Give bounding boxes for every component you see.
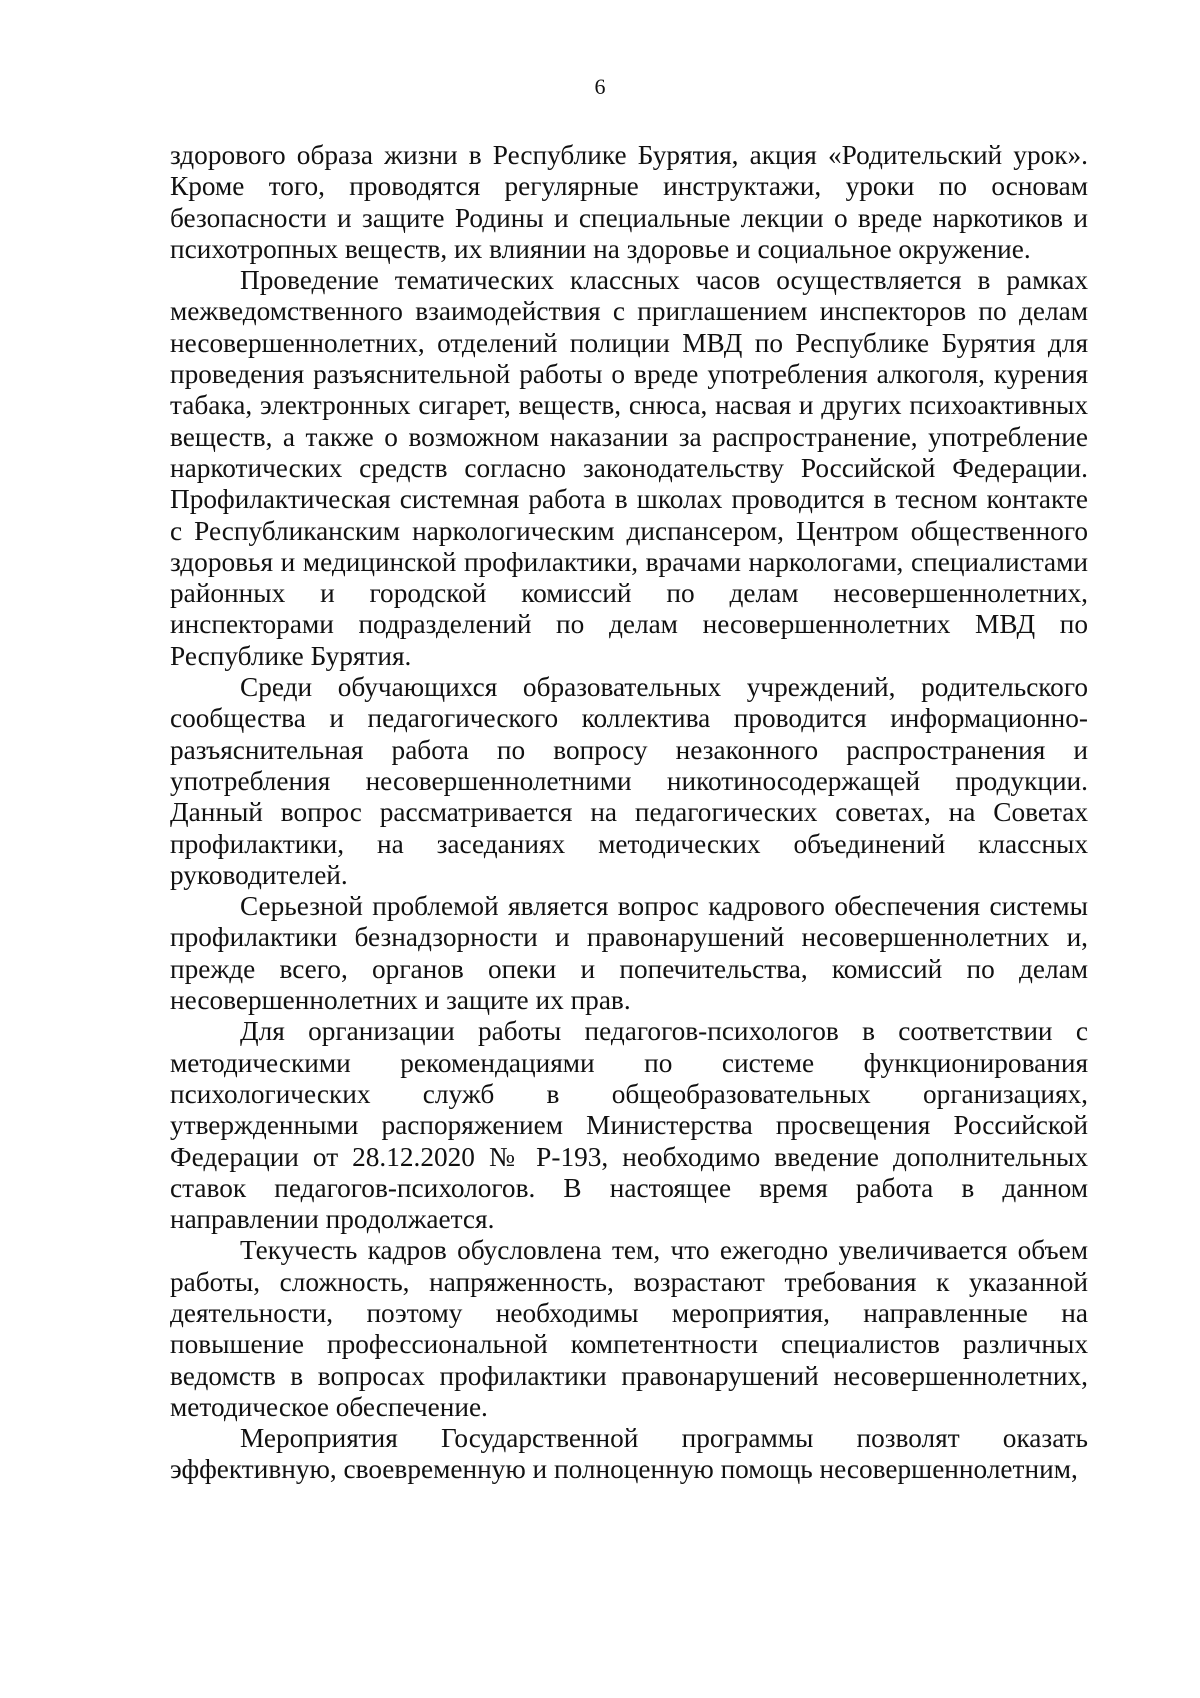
paragraph-thematic-class-hours: Проведение тематических классных часов осуществляется в рамках межведомственного взаимодействия с приглашением инспекторов по делам несовершеннолетних, отделений полиции МВД по Республике Бурятия для проведения разъяснительной работы о вреде употребления алкоголя, курения табака, электронных сигарет, веществ, снюса, насвая и других психоактивных веществ, а также о возможном наказании за распространение, употребление наркотических средств согласно законодательству Российской Федерации. Профилактическая системная работа в школах проводится в тесном контакте с Республиканским наркологическим диспансером, Центром общественного здоровья и медицинской профилактики, врачами наркологами, специалистами районных и городской комиссий по делам несовершеннолетних, инспекторами подразделений по делам несовершеннолетних МВД по Республике Бурятия.	[170, 265, 1088, 671]
paragraph-psychologists: Для организации работы педагогов-психологов в соответствии с методическими рекомендациями по системе функционирования психологических служб в общеобразовательных организациях, утвержденными распоряжением Министерства просвещения Российской Федерации от 28.12.2020 № Р-193, необходимо введение дополнительных ставок педагогов-психологов. В настоящее время работа в данном направлении продолжается.	[170, 1016, 1088, 1235]
paragraph-staffing-problem: Серьезной проблемой является вопрос кадрового обеспечения системы профилактики безнадзорности и правонарушений несовершеннолетних и, прежде всего, органов опеки и попечительства, комиссий по делам несовершеннолетних и защите их прав.	[170, 891, 1088, 1016]
paragraph-continuation: здорового образа жизни в Республике Бурятия, акция «Родительский урок». Кроме того, проводятся регулярные инструктажи, уроки по основам безопасности и защите Родины и специальные лекции о вреде наркотиков и психотропных веществ, их влиянии на здоровье и социальное окружение.	[170, 140, 1088, 264]
paragraph-nicotine-products: Среди обучающихся образовательных учреждений, родительского сообщества и педагогического коллектива проводится информационно-разъяснительная работа по вопросу незаконного распространения и употребления несовершеннолетними никотиносодержащей продукции. Данный вопрос рассматривается на педагогических советах, на Советах профилактики, на заседаниях методических объединений классных руководителей.	[170, 672, 1088, 890]
page-number: 6	[594, 74, 606, 99]
document-body	[170, 140, 1088, 1486]
paragraph-program-measures: Мероприятия Государственной программы позволят оказать эффективную, своевременную и полноценную помощь несовершеннолетним,	[170, 1423, 1088, 1485]
paragraph-staff-turnover: Текучесть кадров обусловлена тем, что ежегодно увеличивается объем работы, сложность, напряженность, возрастают требования к указанной деятельности, поэтому необходимы мероприятия, направленные на повышение профессиональной компетентности специалистов различных ведомств в вопросах профилактики правонарушений несовершеннолетних, методическое обеспечение.	[170, 1235, 1088, 1422]
